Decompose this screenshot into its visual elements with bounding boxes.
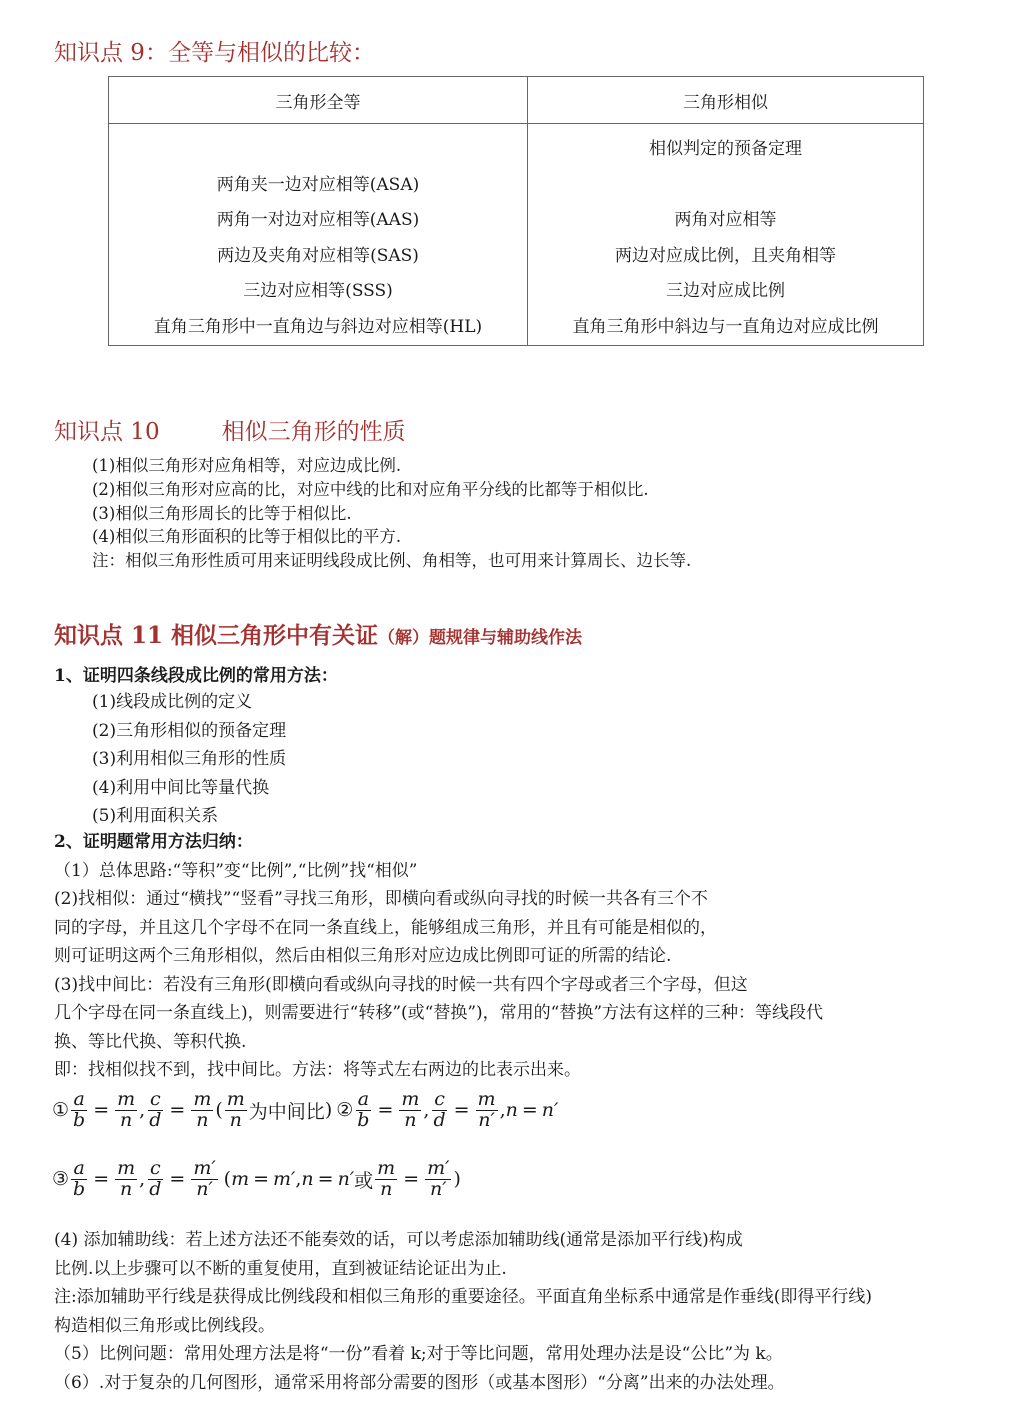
formula-2: ③ $\frac{a}{b}$ = $\frac{m}{n}$ , $\frac{c}{d}$ = $\frac{m'}{n'}$ ( m = m′ , n = n′ 或 $\frac{m}{n}$ = $\frac{m'}{n'}$ ) [52,1157,461,1200]
table-cell: 直角三角形中一直角边与斜边对应相等(HL) [153,316,483,337]
congruent-column [109,124,528,346]
formula-label: 为中间比 [248,1100,325,1123]
paragraph-line: 几个字母在同一条直线上)，则需要进行“转移”(或“替换”)，常用的“替换”方法有这样的三种：等线段代 [54,1003,824,1023]
k11-title-tail: （解）题规律与辅助线作法 [378,628,583,648]
paragraph-line: （1）总体思路:“等积”变“比例”,“比例”找“相似” [54,860,418,881]
table-cell: 直角三角形中斜边与一直角边对应成比例 [572,316,879,337]
k10-title [54,413,406,446]
paragraph-line: 比例.以上步骤可以不断的重复使用，直到被证结论证出为止. [54,1258,507,1279]
list-item: (3)利用相似三角形的性质 [92,749,287,769]
table-cell: 两角夹一边对应相等(ASA) [216,174,420,195]
paragraph-line: （5）比例问题：常用处理方法是将“一份”看着 k;对于等比问题，常用处理办法是设“公比”为 k。 [54,1344,783,1364]
section-1-title [54,662,338,691]
table-cell: 两角对应相等 [674,210,777,230]
section-1-list [92,688,286,831]
list-item: (1)相似三角形对应角相等，对应边成比例. [92,456,402,475]
paragraph-line: 则可证明这两个三角形相似，然后由相似三角形对应边成比例即可证的所需的结论. [54,946,672,966]
table-cell [528,168,923,204]
k11-title [54,617,582,650]
paragraph-line: 换、等比代换、等积代换. [54,1031,247,1052]
comparison-table [108,76,924,346]
paragraph-line: (3)找中间比：若没有三角形(即横向看或纵向寻找的时候一共有四个字母或者三个字母，但这 [54,974,748,995]
list-item: (4)相似三角形面积的比等于相似比的平方. [92,527,402,547]
paragraph-line: 同的字母，并且这几个字母不在同一条直线上，能够组成三角形，并且有可能是相似的， [54,917,717,938]
table-header-similar: 三角形相似 [528,77,924,124]
list-item: (2)三角形相似的预备定理 [92,720,287,741]
similar-column [528,124,924,346]
note: 注:添加辅助平行线是获得成比例线段和相似三角形的重要途径。平面直角坐标系中通常是作垂线(即得平行线) [54,1287,872,1307]
table-cell: 三边对应相等(SSS) [243,281,393,301]
k10-title-text: 相似三角形的性质 [221,419,406,445]
k10-properties [92,454,691,573]
paragraph-line: (2)找相似：通过“横找”“竖看”寻找三角形，即横向看或纵向寻找的时候一共各有三个不 [54,889,708,909]
paragraph-line: （6）.对于复杂的几何图形，通常采用将部分需要的图形（或基本图形）“分离”出来的办法处理。 [54,1372,785,1393]
section-title: 1、证明四条线段成比例的常用方法： [54,666,338,686]
paragraph-line: 即：找相似找不到，找中间比。方法：将等式左右两边的比表示出来。 [54,1060,581,1080]
table-cell: 相似判定的预备定理 [649,139,802,159]
k10-title-number: 知识点 10 [54,419,160,445]
list-item: (5)利用面积关系 [92,806,219,826]
list-item: (3)相似三角形周长的比等于相似比. [92,503,352,523]
table-cell [109,132,527,168]
list-item: (4)利用中间比等量代换 [92,777,270,798]
section-title: 2、证明题常用方法归纳： [54,832,253,852]
list-item: (1)线段成比例的定义 [92,692,253,712]
formula-or: 或 [354,1169,374,1192]
section-3 [54,1226,872,1397]
table-header-congruent: 三角形全等 [109,77,528,124]
table-cell: 两角一对边对应相等(AAS) [216,210,420,230]
formula-1: ① $\frac{a}{b}$ = $\frac{m}{n}$ , $\frac{c}{d}$ = $\frac{m}{n}$ ( $\frac{m}{n}$ 为中间比 ) ② $\frac{a}{b}$ = $\frac{m}{n}$ , $\frac{c}{d}$ = $\frac{m}{n'}$ , n = n′ [52,1088,559,1131]
section-2 [54,828,823,1085]
paragraph-line: (4) 添加辅助线：若上述方法还不能奏效的话，可以考虑添加辅助线(通常是添加平行线)构成 [54,1230,743,1250]
k11-title-main: 知识点 11 相似三角形中有关证 [54,622,379,649]
table-cell: 两边及夹角对应相等(SAS) [217,245,419,266]
paragraph-line: 构造相似三角形或比例线段。 [54,1315,275,1336]
table-cell: 两边对应成比例，且夹角相等 [615,245,836,266]
table-cell: 三边对应成比例 [666,281,785,301]
list-item: (2)相似三角形对应高的比，对应中线的比和对应角平分线的比都等于相似比. [92,479,649,499]
k9-title: 知识点 9：全等与相似的比较： [54,40,375,66]
note: 注：相似三角形性质可用来证明线段成比例、角相等，也可用来计算周长、边长等. [92,551,692,571]
